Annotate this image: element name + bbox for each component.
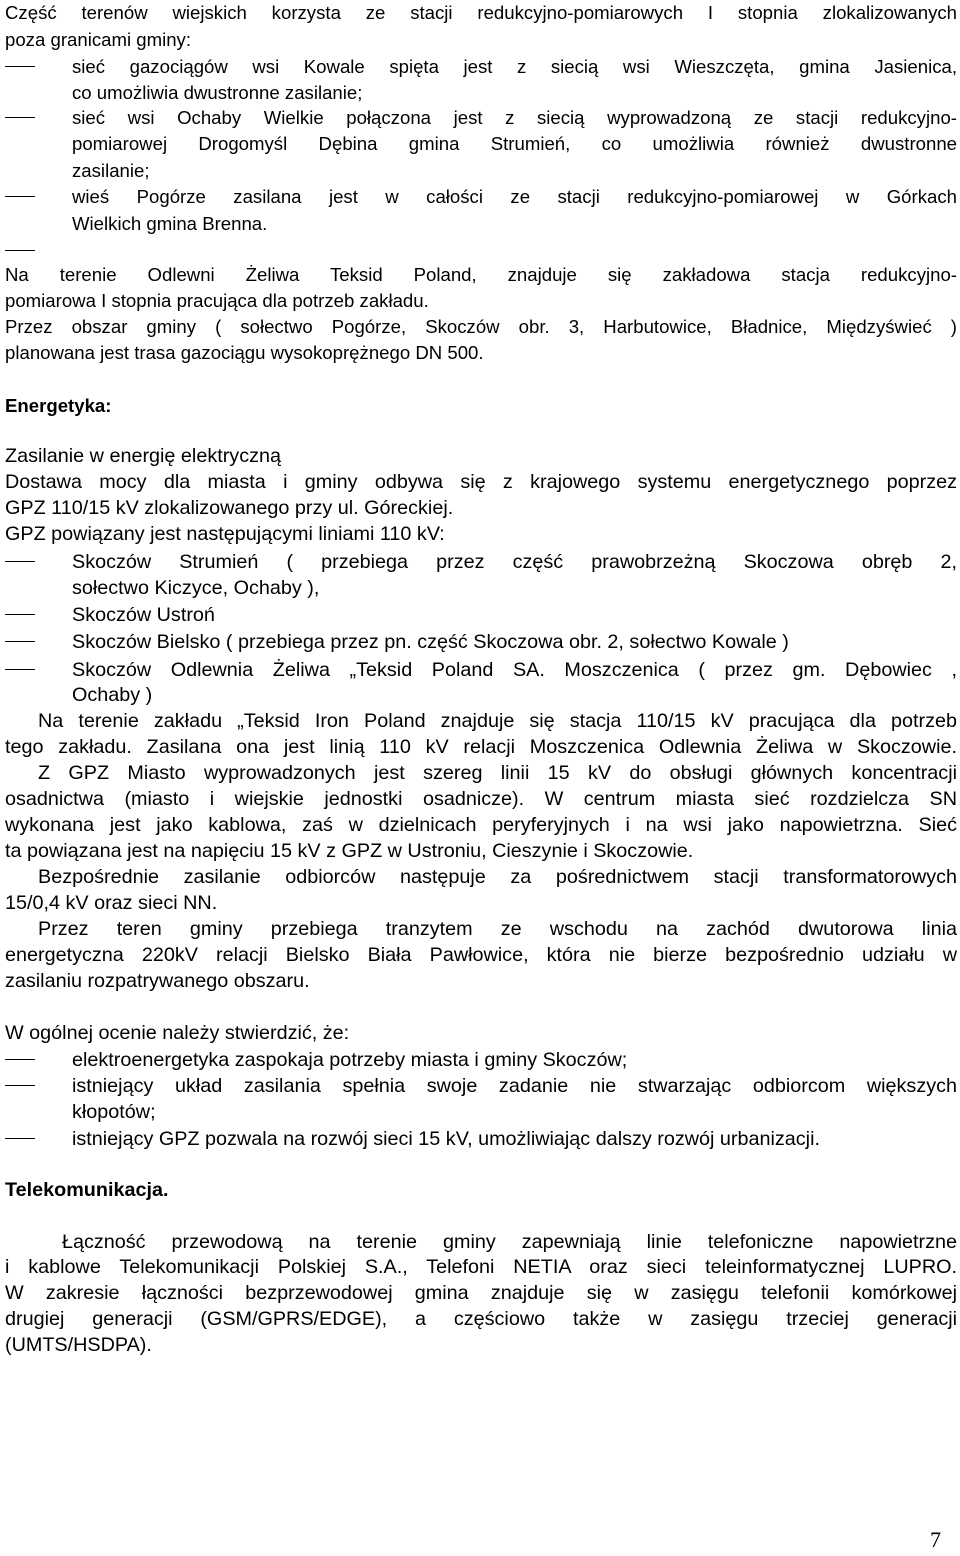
bullet-dash — [5, 1059, 35, 1060]
bullet-dash — [5, 561, 35, 562]
pipeline-line-2: planowana jest trasa gazociągu wysokoprężnego DN 500. — [5, 342, 484, 363]
transit-line-2: energetyczna 220kV relacji Bielsko Biała Pawłowice, która nie bierze bezpośrednio udziału w — [5, 944, 957, 966]
energetyka-subheading: Zasilanie w energię elektryczną — [5, 445, 281, 467]
gas-bullet-3-line-1: wieś Pogórze zasilana jest w całości ze stacji redukcyjno-pomiarowej w Górkach — [72, 186, 957, 207]
bullet-dash — [5, 614, 35, 615]
gas-intro-line-2: poza granicami gminy: — [5, 29, 192, 50]
telecom-line-4: drugiej generacji (GSM/GPRS/EDGE), a częściowo także w zasięgu trzeciej generacji — [5, 1308, 957, 1330]
pipeline-line-1: Przez obszar gminy ( sołectwo Pogórze, Skoczów obr. 3, Harbutowice, Bładnice, Międzyświeć ) — [5, 316, 957, 337]
assessment-bullet-2-line-1: istniejący układ zasilania spełnia swoje zadanie nie stwarzając odbiorcom większych — [72, 1075, 957, 1097]
page-number: 7 — [930, 1527, 941, 1552]
bullet-dash — [5, 66, 35, 67]
gpz-para-line-2: osadnictwa (miasto i wiejskie jednostki osadnicze). W centrum miasta sieć rozdzielcza SN — [5, 788, 957, 810]
gas-bullet-1-line-2: co umożliwia dwustronne zasilanie; — [72, 82, 363, 103]
gas-bullet-2-line-3: zasilanie; — [72, 160, 150, 181]
gas-intro-line-1: Część terenów wiejskich korzysta ze stacji redukcyjno-pomiarowych I stopnia zlokalizowanych — [5, 2, 957, 23]
direct-supply-line-1: Bezpośrednie zasilanie odbiorców następuje za pośrednictwem stacji transformatorowych — [38, 866, 957, 888]
energetyka-line-3: GPZ powiązany jest następującymi liniami 110 kV: — [5, 523, 445, 545]
energetyka-line-2: GPZ 110/15 kV zlokalizowanego przy ul. Góreckiej. — [5, 497, 454, 519]
teksid-station-line-1: Na terenie zakładu „Teksid Iron Poland znajduje się stacja 110/15 kV pracująca dla potrzeb — [38, 710, 957, 732]
assessment-bullet-2-line-2: kłopotów; — [72, 1101, 156, 1123]
bullet-dash — [5, 1085, 35, 1086]
bullet-dash — [5, 117, 35, 118]
line110-bullet-3: Skoczów Bielsko ( przebiega przez pn. część Skoczowa obr. 2, sołectwo Kowale ) — [72, 631, 789, 653]
energetyka-line-1: Dostawa mocy dla miasta i gminy odbywa się z krajowego systemu energetycznego poprzez — [5, 471, 957, 493]
assessment-bullet-1: elektroenergetyka zaspokaja potrzeby miasta i gminy Skoczów; — [72, 1049, 628, 1071]
gpz-para-line-3: wykonana jest jako kablowa, zaś w dzielnicach peryferyjnych i na wsi jako napowietrzna. Sieć — [5, 814, 957, 836]
bullet-dash — [5, 1138, 35, 1139]
line110-bullet-1-line-2: sołectwo Kiczyce, Ochaby ), — [72, 577, 320, 599]
bullet-dash — [5, 196, 35, 197]
telecom-line-2: i kablowe Telekomunikacji Polskiej S.A., Telefoni NETIA oraz sieci teleinformatycznej LUPRO. — [5, 1256, 957, 1278]
direct-supply-line-2: 15/0,4 kV oraz sieci NN. — [5, 892, 218, 914]
assessment-bullet-3: istniejący GPZ pozwala na rozwój sieci 15 kV, umożliwiając dalszy rozwój urbanizacji. — [72, 1128, 820, 1150]
line110-bullet-4-line-2: Ochaby ) — [72, 684, 153, 706]
bullet-dash — [5, 669, 35, 670]
telecom-line-1: Łączność przewodową na terenie gminy zapewniają linie telefoniczne napowietrzne — [62, 1231, 957, 1253]
telecom-line-5: (UMTS/HSDPA). — [5, 1334, 152, 1356]
gpz-para-line-4: ta powiązana jest na napięciu 15 kV z GPZ w Ustroniu, Cieszynie i Skoczowie. — [5, 840, 694, 862]
telecom-line-3: W zakresie łączności bezprzewodowej gmina znajduje się w zasięgu telefonii komórkowej — [5, 1282, 957, 1304]
teksid-station-line-2: tego zakładu. Zasilana ona jest linią 110 kV relacji Moszczenica Odlewnia Żeliwa w Skoczowie. — [5, 736, 957, 758]
gpz-para-line-1: Z GPZ Miasto wyprowadzonych jest szereg linii 15 kV do obsługi głównych koncentracji — [38, 762, 957, 784]
transit-line-3: zasilaniu rozpatrywanego obszaru. — [5, 970, 310, 992]
assessment-intro: W ogólnej ocenie należy stwierdzić, że: — [5, 1022, 350, 1044]
gas-bullet-3-line-2: Wielkich gmina Brenna. — [72, 213, 268, 234]
transit-line-1: Przez teren gminy przebiega tranzytem ze wschodu na zachód dwutorowa linia — [38, 918, 957, 940]
gas-bullet-2-line-1: sieć wsi Ochaby Wielkie połączona jest z siecią wyprowadzoną ze stacji redukcyjno- — [72, 107, 957, 128]
teksid-gas-line-1: Na terenie Odlewni Żeliwa Teksid Poland, znajduje się zakładowa stacja redukcyjno- — [5, 264, 957, 285]
bullet-dash-empty — [5, 250, 35, 251]
teksid-gas-line-2: pomiarowa I stopnia pracująca dla potrzeb zakładu. — [5, 290, 429, 311]
line110-bullet-4-line-1: Skoczów Odlewnia Żeliwa „Teksid Poland SA. Moszczenica ( przez gm. Dębowiec , — [72, 659, 957, 681]
line110-bullet-1-line-1: Skoczów Strumień ( przebiega przez część prawobrzeżną Skoczowa obręb 2, — [72, 551, 957, 573]
energetyka-heading: Energetyka: — [5, 395, 112, 416]
telekomunikacja-heading: Telekomunikacja. — [5, 1179, 169, 1201]
gas-bullet-1-line-1: sieć gazociągów wsi Kowale spięta jest z siecią wsi Wieszczęta, gmina Jasienica, — [72, 56, 957, 77]
bullet-dash — [5, 641, 35, 642]
gas-bullet-2-line-2: pomiarowej Drogomyśl Dębina gmina Strumień, co umożliwia również dwustronne — [72, 133, 957, 154]
line110-bullet-2: Skoczów Ustroń — [72, 604, 215, 626]
